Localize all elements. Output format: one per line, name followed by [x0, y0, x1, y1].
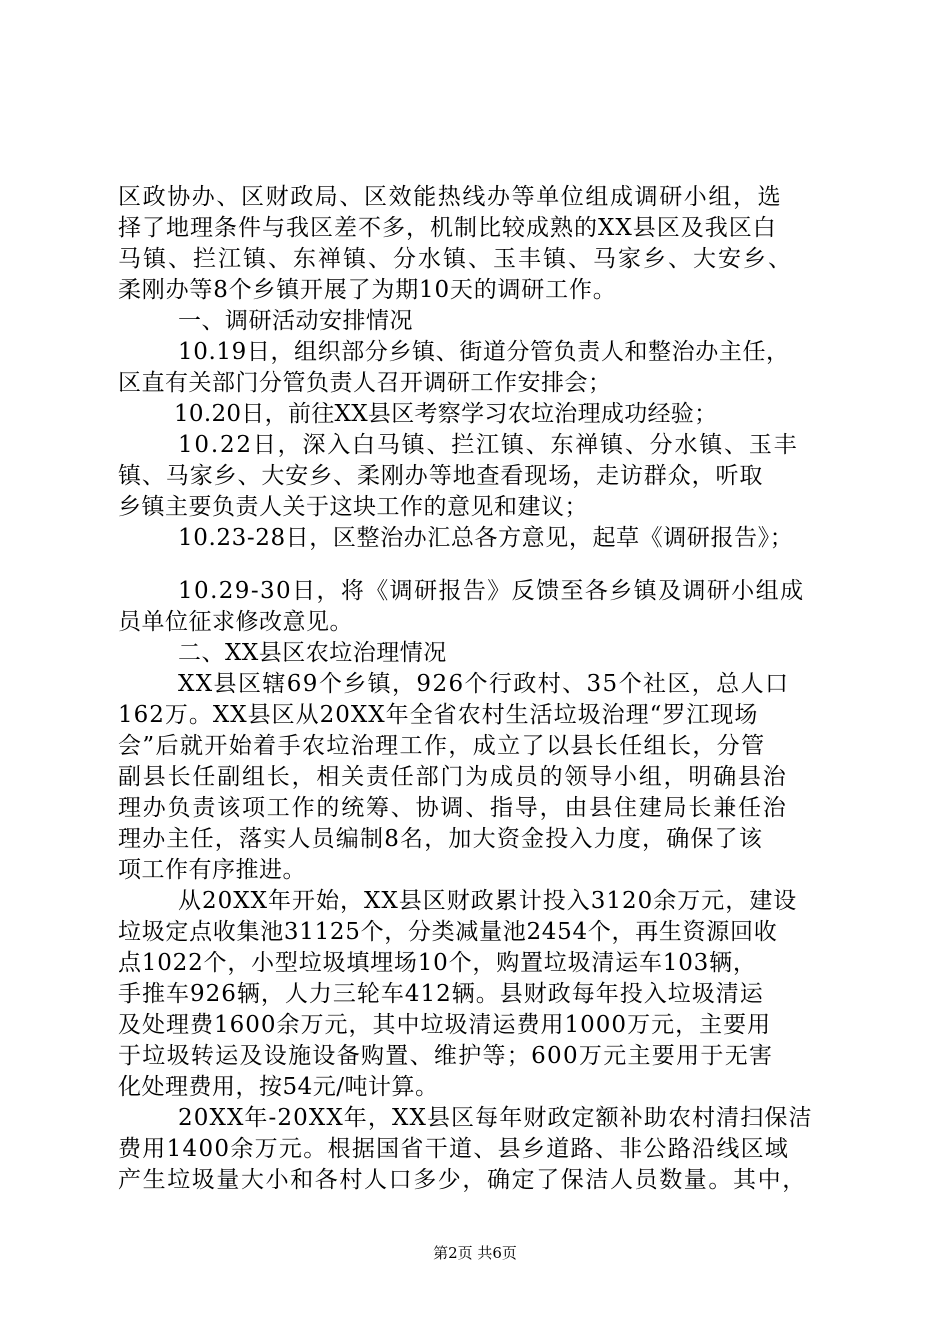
body-line-25: 点1022个，小型垃圾填埋场10个，购置垃圾清运车103辆，	[118, 950, 757, 976]
body-line-10: 镇、马家乡、大安乡、柔刚办等地查看现场，走访群众，听取	[118, 463, 764, 489]
body-line-29: 化处理费用，按54元/吨计算。	[118, 1074, 439, 1100]
body-line-20: 理办负责该项工作的统筹、协调、指导，由县住建局长兼任治	[118, 795, 788, 821]
body-line-23: 从20XX年开始，XX县区财政累计投入3120余万元，建设	[178, 888, 798, 914]
body-line-21: 理办主任，落实人员编制8名，加大资金投入力度，确保了该	[118, 826, 764, 852]
body-line-13: 10.29-30日，将《调研报告》反馈至各乡镇及调研小组成	[178, 578, 805, 604]
body-line-8: 10.20日，前往XX县区考察学习农垃治理成功经验；	[174, 401, 718, 427]
body-line-14: 员单位征求修改意见。	[118, 609, 353, 635]
body-line-6: 10.19日，组织部分乡镇、街道分管负责人和整治办主任，	[178, 339, 790, 365]
body-line-19: 副县长任副组长，相关责任部门为成员的领导小组，明确县治	[118, 764, 788, 790]
body-line-3: 马镇、拦江镇、东禅镇、分水镇、玉丰镇、马家乡、大安乡、	[118, 246, 793, 272]
body-line-26: 手推车926辆，人力三轮车412辆。县财政每年投入垃圾清运	[118, 981, 764, 1007]
body-line-4: 柔刚办等8个乡镇开展了为期10天的调研工作。	[118, 277, 617, 303]
body-line-27: 及处理费1600余万元，其中垃圾清运费用1000万元，主要用	[118, 1012, 772, 1038]
section-heading-1: 一、调研活动安排情况	[178, 308, 413, 334]
body-line-18: 会”后就开始着手农垃治理工作，成立了以县长任组长，分管	[118, 733, 766, 759]
section-heading-2: 二、XX县区农垃治理情况	[178, 640, 447, 666]
body-line-17: 162万。XX县区从20XX年全省农村生活垃圾治理“罗江现场	[118, 702, 759, 728]
body-line-32: 产生垃圾量大小和各村人口多少，确定了保洁人员数量。其中，	[118, 1167, 807, 1193]
body-line-16: XX县区辖69个乡镇，926个行政村、35个社区，总人口	[178, 671, 790, 697]
body-line-9: 10.22日，深入白马镇、拦江镇、东禅镇、分水镇、玉丰	[178, 432, 799, 458]
page-number-footer: 第2页 共6页	[433, 1244, 517, 1262]
body-line-31: 费用1400余万元。根据国省干道、县乡道路、非公路沿线区域	[118, 1136, 790, 1162]
body-line-7: 区直有关部门分管负责人召开调研工作安排会；	[118, 370, 612, 396]
body-line-22: 项工作有序推进。	[118, 857, 306, 883]
body-line-1: 区政协办、区财政局、区效能热线办等单位组成调研小组，选	[118, 184, 783, 210]
body-line-24: 垃圾定点收集池31125个，分类减量池2454个，再生资源回收	[118, 919, 778, 945]
body-line-30: 20XX年-20XX年，XX县区每年财政定额补助农村清扫保洁	[178, 1105, 813, 1131]
body-line-2: 择了地理条件与我区差不多，机制比较成熟的XX县区及我区白	[118, 215, 777, 241]
body-line-11: 乡镇主要负责人关于这块工作的意见和建议；	[118, 494, 588, 520]
body-line-12: 10.23-28日，区整治办汇总各方意见，起草《调研报告》；	[178, 525, 794, 551]
body-line-28: 于垃圾转运及设施设备购置、维护等；600万元主要用于无害	[118, 1043, 774, 1069]
